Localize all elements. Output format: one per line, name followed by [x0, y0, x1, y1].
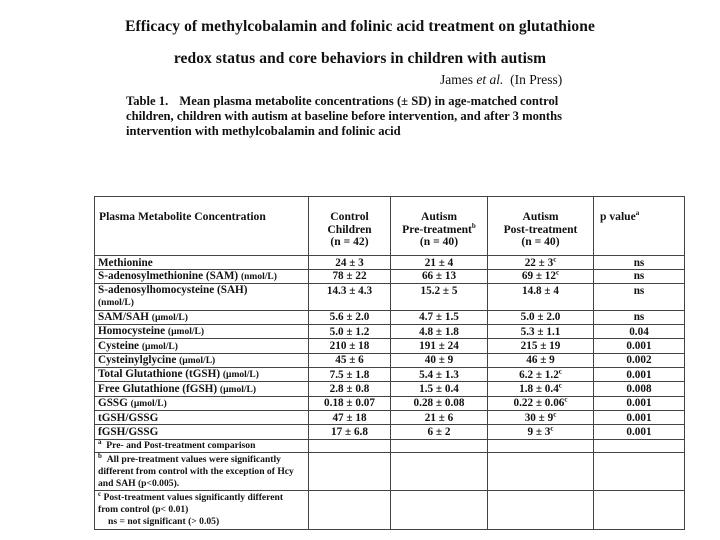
- row-name: Cysteinylglycine: [98, 353, 177, 366]
- cell-control: 5.6 ± 2.0: [309, 310, 391, 324]
- cell-post-value: 30 ± 9: [524, 411, 554, 424]
- cell-p: 0.001: [594, 339, 685, 353]
- cell-control: 0.18 ± 0.07: [309, 396, 391, 410]
- cell-post: [488, 269, 594, 283]
- header-pre: [391, 197, 488, 256]
- cell-post-value: 5.3 ± 1.1: [520, 325, 561, 338]
- citation-etal: et al.: [476, 72, 504, 87]
- row-unit: (µmol/L): [219, 384, 257, 395]
- cell-post-value: 14.8 ± 4: [522, 285, 559, 298]
- cell-pre: 4.8 ± 1.8: [391, 325, 488, 339]
- cell-p: 0.008: [594, 382, 685, 396]
- footnote-b-mark: b: [98, 451, 102, 460]
- cell-post-sup: c: [556, 268, 560, 277]
- title-line-1: Efficacy of methylcobalamin and folinic acid treatment on glutathione: [125, 18, 595, 35]
- cell-control: 2.8 ± 0.8: [309, 382, 391, 396]
- table-row: [95, 368, 685, 382]
- table-row: [95, 284, 685, 311]
- cell-post-value: 69 ± 12: [521, 270, 556, 283]
- header-control: [309, 197, 391, 256]
- cell-p: ns: [594, 256, 685, 269]
- caption-text: Mean plasma metabolite concentrations (± SD) in age-matched control children, children with autism at baseline before intervention, and after 3 months intervention with methylcobalamin and folinic acid: [126, 94, 563, 138]
- footnote-row-b: [95, 453, 685, 491]
- cell-post-value: 0.22 ± 0.06: [513, 397, 565, 410]
- cell-post: [488, 382, 594, 396]
- cell-p: ns: [594, 269, 685, 283]
- cell-control: 45 ± 6: [309, 353, 391, 367]
- cell-post-value: 215 ± 19: [520, 340, 561, 353]
- table-row: [95, 396, 685, 410]
- header-post: [488, 197, 594, 256]
- cell-control: 210 ± 18: [309, 339, 391, 353]
- table-number: Table 1.: [126, 94, 169, 108]
- cell-control: 7.5 ± 1.8: [309, 368, 391, 382]
- cell-pre: 1.5 ± 0.4: [391, 382, 488, 396]
- citation-authors: James: [440, 72, 473, 87]
- cell-post-sup: c: [564, 395, 568, 404]
- cell-pre: 4.7 ± 1.5: [391, 310, 488, 324]
- row-unit: (µmol/L): [151, 312, 188, 323]
- header-post-l1: Autism: [522, 210, 559, 223]
- citation: [440, 72, 562, 88]
- cell-post-value: 6.2 ± 1.2: [519, 368, 559, 381]
- row-name: Cysteine: [98, 339, 140, 352]
- cell-post: [488, 310, 594, 324]
- header-metabolite: Plasma Metabolite Concentration: [95, 197, 309, 256]
- cell-p: 0.001: [594, 425, 685, 439]
- cell-post: [488, 425, 594, 439]
- row-name: S-adenosylhomocysteine (SAH): [98, 284, 248, 297]
- title-line-2: redox status and core behaviors in children with autism: [173, 50, 547, 67]
- cell-post-value: 22 ± 3: [524, 256, 554, 269]
- row-name: Homocysteine: [98, 325, 166, 338]
- table-row: [95, 310, 685, 324]
- cell-control: 17 ± 6.8: [309, 425, 391, 439]
- cell-p: 0.001: [594, 368, 685, 382]
- cell-control: 47 ± 18: [309, 411, 391, 425]
- cell-p: ns: [594, 284, 685, 311]
- footnote-a-text: Pre- and Post-treatment comparison: [106, 439, 256, 451]
- footnote-b-text: All pre-treatment values were significantly different from control with the exception of Hcy and SAH (p<0.005).: [98, 453, 294, 489]
- cell-post: [488, 284, 594, 311]
- cell-post: [488, 368, 594, 382]
- cell-p: 0.002: [594, 353, 685, 367]
- cell-control: 5.0 ± 1.2: [309, 325, 391, 339]
- table-row: [95, 353, 685, 367]
- cell-p: ns: [594, 310, 685, 324]
- row-unit: (µmol/L): [167, 327, 204, 338]
- footnote-ns: ns = not significant (> 0.05): [108, 516, 220, 527]
- row-unit: (µmol/L): [222, 370, 259, 381]
- header-pre-l1: Autism: [420, 210, 458, 223]
- row-unit: (µmol/L): [141, 341, 178, 352]
- cell-post: [488, 256, 594, 269]
- table-row: [95, 411, 685, 425]
- cell-post-value: 1.8 ± 0.4: [519, 383, 559, 396]
- footnote-a: [95, 439, 309, 452]
- cell-post-sup: c: [558, 367, 562, 376]
- row-unit: (nmol/L): [98, 298, 134, 309]
- cell-pre: 21 ± 4: [391, 256, 488, 269]
- table-header-row: [95, 197, 685, 256]
- cell-p: 0.04: [594, 325, 685, 339]
- row-name: Free Glutathione (fGSH): [98, 382, 218, 395]
- table-row: [95, 425, 685, 439]
- cell-post-sup: c: [550, 424, 554, 433]
- cell-pre: 5.4 ± 1.3: [391, 368, 488, 382]
- header-pvalue: [594, 197, 685, 256]
- footnote-row-c: [95, 491, 685, 530]
- row-name: GSSG: [98, 396, 128, 409]
- cell-pre: 40 ± 9: [391, 353, 488, 367]
- header-pvalue-sup: a: [635, 209, 640, 218]
- row-unit: (µmol/L): [130, 398, 167, 409]
- cell-control: 24 ± 3: [309, 256, 391, 269]
- cell-post: [488, 411, 594, 425]
- footnote-c-text: Post-treatment values significantly different from control (p< 0.01): [98, 492, 284, 515]
- cell-post: [488, 353, 594, 367]
- footnote-c-mark: c: [98, 489, 102, 498]
- row-name: S-adenosylmethionine (SAM): [98, 269, 239, 282]
- row-unit: (nmol/L): [240, 271, 277, 282]
- row-name: fGSH/GSSG: [98, 426, 159, 439]
- cell-pre: 6 ± 2: [391, 425, 488, 439]
- table-row: [95, 325, 685, 339]
- cell-post: [488, 339, 594, 353]
- cell-post-sup: c: [558, 381, 562, 390]
- row-unit: (µmol/L): [179, 355, 216, 366]
- cell-post: [488, 396, 594, 410]
- footnote-row-a: [95, 439, 685, 452]
- metabolite-table: [94, 196, 685, 530]
- row-name: SAM/SAH: [98, 310, 149, 323]
- row-name: Total Glutathione (tGSH): [98, 368, 221, 381]
- header-control-l3: (n = 42): [330, 235, 369, 248]
- header-pre-l3: (n = 40): [419, 235, 459, 248]
- table-row: [95, 339, 685, 353]
- cell-pre: 66 ± 13: [391, 269, 488, 283]
- cell-p: 0.001: [594, 396, 685, 410]
- table-row: [95, 269, 685, 283]
- cell-post-value: 5.0 ± 2.0: [520, 311, 561, 324]
- footnote-b: [95, 453, 309, 491]
- header-pre-l2: Pre-treatment: [402, 222, 472, 236]
- cell-control: 14.3 ± 4.3: [309, 284, 391, 311]
- footnote-c: [95, 491, 309, 530]
- row-name: Methionine: [98, 256, 153, 269]
- header-post-l2: Post-treatment: [503, 222, 578, 236]
- table-row: [95, 382, 685, 396]
- cell-control: 78 ± 22: [309, 269, 391, 283]
- header-control-l2: Children: [327, 222, 372, 236]
- header-pre-sup: b: [471, 221, 476, 230]
- header-pvalue-text: p value: [600, 210, 636, 223]
- table-caption: [126, 94, 596, 139]
- cell-post-value: 9 ± 3: [527, 426, 551, 439]
- header-control-l1: Control: [330, 210, 369, 223]
- citation-status: (In Press): [510, 72, 563, 87]
- cell-pre: 0.28 ± 0.08: [391, 396, 488, 410]
- footnote-a-mark: a: [98, 437, 102, 446]
- cell-p: 0.001: [594, 411, 685, 425]
- cell-post-value: 46 ± 9: [526, 354, 555, 367]
- cell-pre: 15.2 ± 5: [391, 284, 488, 311]
- cell-post: [488, 325, 594, 339]
- row-name: tGSH/GSSG: [98, 411, 159, 424]
- table-row: [95, 256, 685, 269]
- cell-post-sup: c: [553, 410, 557, 419]
- cell-post-sup: c: [553, 254, 557, 263]
- cell-pre: 21 ± 6: [391, 411, 488, 425]
- cell-pre: 191 ± 24: [391, 339, 488, 353]
- header-post-l3: (n = 40): [521, 235, 560, 248]
